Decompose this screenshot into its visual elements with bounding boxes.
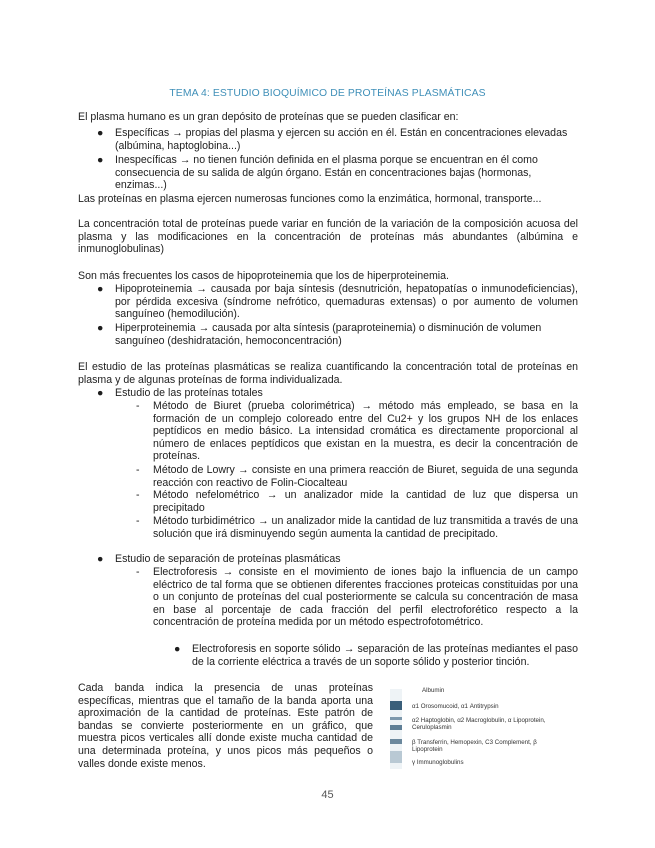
figure-label-beta: β Transferrin, Hemopexin, C3 Complement, β Lipoprotein: [412, 739, 537, 753]
bullet-dot: ●: [97, 127, 104, 139]
dash-marker: -: [136, 515, 140, 527]
band-alpha2: [390, 725, 402, 730]
functions-paragraph: Las proteínas en plasma ejercen numerosas funciones como la enzimática, hormonal, transporte...: [78, 193, 542, 205]
intro-paragraph: El plasma humano es un gran depósito de proteínas que se pueden clasificar en:: [78, 111, 459, 123]
bullet-dot: ●: [97, 154, 104, 166]
class-item-inespecificas: Inespecíficas → no tienen función definida en el plasma porque se encuentran en él como consecuencia de su salida de algún órgano. Están en concentraciones bajas (hormonas, enzimas...): [115, 154, 538, 192]
figure-label-gamma: γ Immunoglobulins: [412, 759, 464, 766]
dash-marker: -: [136, 566, 140, 578]
bullet-dot: ●: [97, 387, 104, 399]
hipoproteinemia-item: Hipoproteinemia → causada por baja síntesis (desnutrición, hepatopatías o inmunodeficiencias), por pérdida excesiva (síndrome nefrótico, quemaduras extensas) o por aumento de volumen sanguíneo (hemodilución).: [115, 283, 578, 321]
figure-label-alpha2: α2 Haptoglobin, α2 Macroglobulin, α Lipoprotein, Ceruloplasmin: [412, 717, 546, 731]
band-gamma: [390, 751, 402, 763]
totals-heading: Estudio de las proteínas totales: [115, 387, 263, 399]
separation-heading: Estudio de separación de proteínas plasmáticas: [115, 553, 341, 565]
bullet-dot: ●: [174, 643, 181, 655]
dash-marker: -: [136, 400, 140, 412]
electroforesis-item: Electroforesis → consiste en el movimiento de iones bajo la influencia de un campo eléctrico de tal forma que se obtienen diferentes fracciones proteicas constituidas por una o un conjunto de proteínas del cual posteriormente se calcula su concentración de masa en base al porcentaje de cada fracción del perfil electroforético respecto a la concentración de proteína medida por un método espectrofotométrico.: [153, 566, 578, 629]
dash-marker: -: [136, 489, 140, 501]
figure-label-albumin: Albumin: [422, 687, 445, 694]
method-nefelometrico: Método nefelométrico → un analizador mide la cantidad de luz que dispersa un precipitado: [153, 489, 578, 514]
method-lowry: Método de Lowry → consiste en una primera reacción de Biuret, seguida de una segunda reacción con reactivo de Folin-Ciocalteau: [153, 464, 578, 489]
electroforesis-solid-item: Electroforesis en soporte sólido → separación de las proteínas mediantes el paso de la corriente eléctrica a través de un soporte sólido y posterior tinción.: [192, 643, 578, 668]
method-turbidimetrico: Método turbidimétrico → un analizador mide la cantidad de luz transmitida a través de una solución que irá disminuyendo según aumenta la cantidad de precipitado.: [153, 515, 578, 540]
concentration-paragraph: La concentración total de proteínas puede variar en función de la variación de la composición acuosa del plasma y las modificaciones en la concentración de proteínas más abundantes (albúmina e inmunoglobulinas): [78, 218, 578, 256]
figure-label-alpha1: α1 Orosomucoid, α1 Antitrypsin: [412, 703, 499, 710]
band-alpha1: [390, 717, 402, 720]
hiperproteinemia-item: Hiperproteinemia → causada por alta síntesis (paraproteinemia) o disminución de volumen sanguíneo (deshidratación, hemoconcentración): [115, 322, 542, 347]
frequency-paragraph: Son más frecuentes los casos de hipoproteinemia que los de hiperproteinemia.: [78, 270, 449, 282]
class-item-especificas: Específicas → propias del plasma y ejercen su acción en él. Están en concentraciones elevadas (albúmina, haptoglobina...): [115, 127, 568, 152]
method-biuret: Método de Biuret (prueba colorimétrica) → método más empleado, se basa en la formación de un complejo coloreado entre del Cu2+ y los grupos NH de los enlaces peptídicos en medio básico. La intensidad cromática es directamente proporcional al número de enlaces peptídicos que existan en la muestra, es decir la concentración de proteínas.: [153, 400, 578, 463]
page-number: 45: [321, 789, 334, 801]
electrophoresis-figure: [388, 683, 578, 773]
bullet-dot: ●: [97, 322, 104, 334]
band-beta: [390, 739, 402, 744]
study-paragraph: El estudio de las proteínas plasmáticas se realiza cuantificando la concentración total de proteínas en plasma y de algunas proteínas de forma individualizada.: [78, 361, 578, 386]
dash-marker: -: [136, 464, 140, 476]
bullet-dot: ●: [97, 553, 104, 565]
band-albumin: [390, 701, 402, 710]
band-paragraph: Cada banda indica la presencia de unas proteínas específicas, mientras que el tamaño de la banda aporta una aproximación de la cantidad de proteínas. Este patrón de bandas se convierte posteriormente en un gráfico, que muestra picos verticales allí donde existe mucha cantidad de una determinada proteína, y unos picos más pequeños o valles donde existe menos.: [78, 682, 373, 770]
bullet-dot: ●: [97, 283, 104, 295]
page-title: TEMA 4: ESTUDIO BIOQUÍMICO DE PROTEÍNAS PLASMÁTICAS: [169, 88, 486, 99]
